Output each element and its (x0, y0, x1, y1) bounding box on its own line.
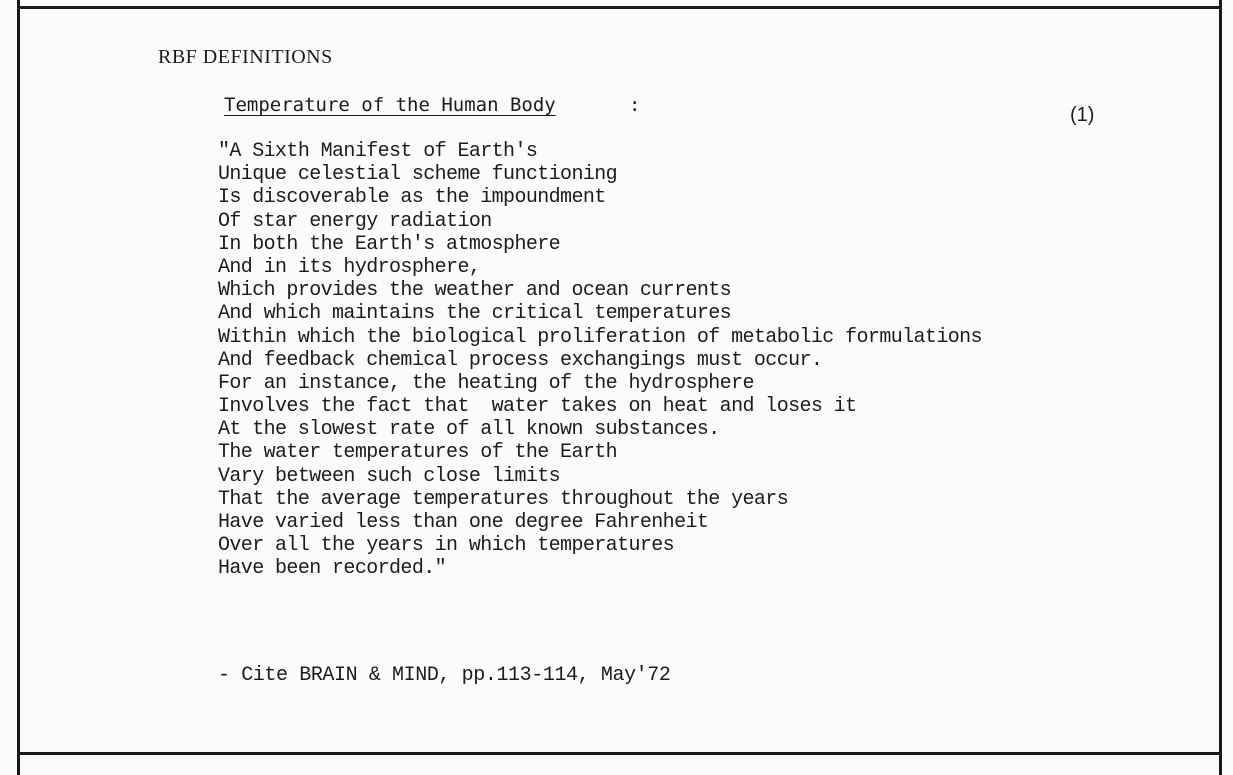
passage-line: And which maintains the critical temperatures (218, 302, 732, 326)
passage-line: The water temperatures of the Earth (218, 441, 618, 465)
passage-line: And in its hydrosphere, (218, 255, 481, 279)
passage-line: Have been recorded." (218, 557, 447, 581)
frame-bottom-border (17, 752, 1222, 755)
passage-line: Over all the years in which temperatures (218, 534, 675, 558)
passage-line: For an instance, the heating of the hydrosphere (218, 371, 754, 395)
frame-left-border (17, 0, 20, 775)
section-title-colon: : (629, 94, 641, 116)
frame-top-border (17, 6, 1222, 9)
passage-line: "A Sixth Manifest of Earth's (218, 140, 538, 163)
passage-line: Involves the fact that water takes on heat and loses it (218, 395, 857, 419)
passage-line: In both the Earth's atmosphere (218, 232, 561, 256)
section-title: Temperature of the Human Body (224, 94, 556, 116)
passage-line: Within which the biological proliferation of metabolic formulations (218, 325, 982, 349)
passage-line: That the average temperatures throughout the years (218, 487, 789, 511)
passage-line: Which provides the weather and ocean currents (218, 279, 732, 303)
passage-line: At the slowest rate of all known substances. (218, 418, 720, 442)
passage-line: And feedback chemical process exchangings must occur. (218, 348, 823, 372)
passage-line: Vary between such close limits (218, 464, 561, 488)
quoted-passage (218, 140, 982, 581)
passage-line: Have varied less than one degree Fahrenheit (218, 511, 709, 534)
page-number: (1) (1070, 104, 1095, 126)
citation: - Cite BRAIN & MIND, pp.113-114, May'72 (218, 664, 671, 687)
passage-line: Of star energy radiation (218, 209, 492, 233)
frame-right-border (1219, 0, 1222, 775)
passage-line: Unique celestial scheme functioning (218, 163, 618, 187)
passage-line: Is discoverable as the impoundment (218, 186, 606, 210)
document-heading: RBF DEFINITIONS (158, 46, 333, 68)
